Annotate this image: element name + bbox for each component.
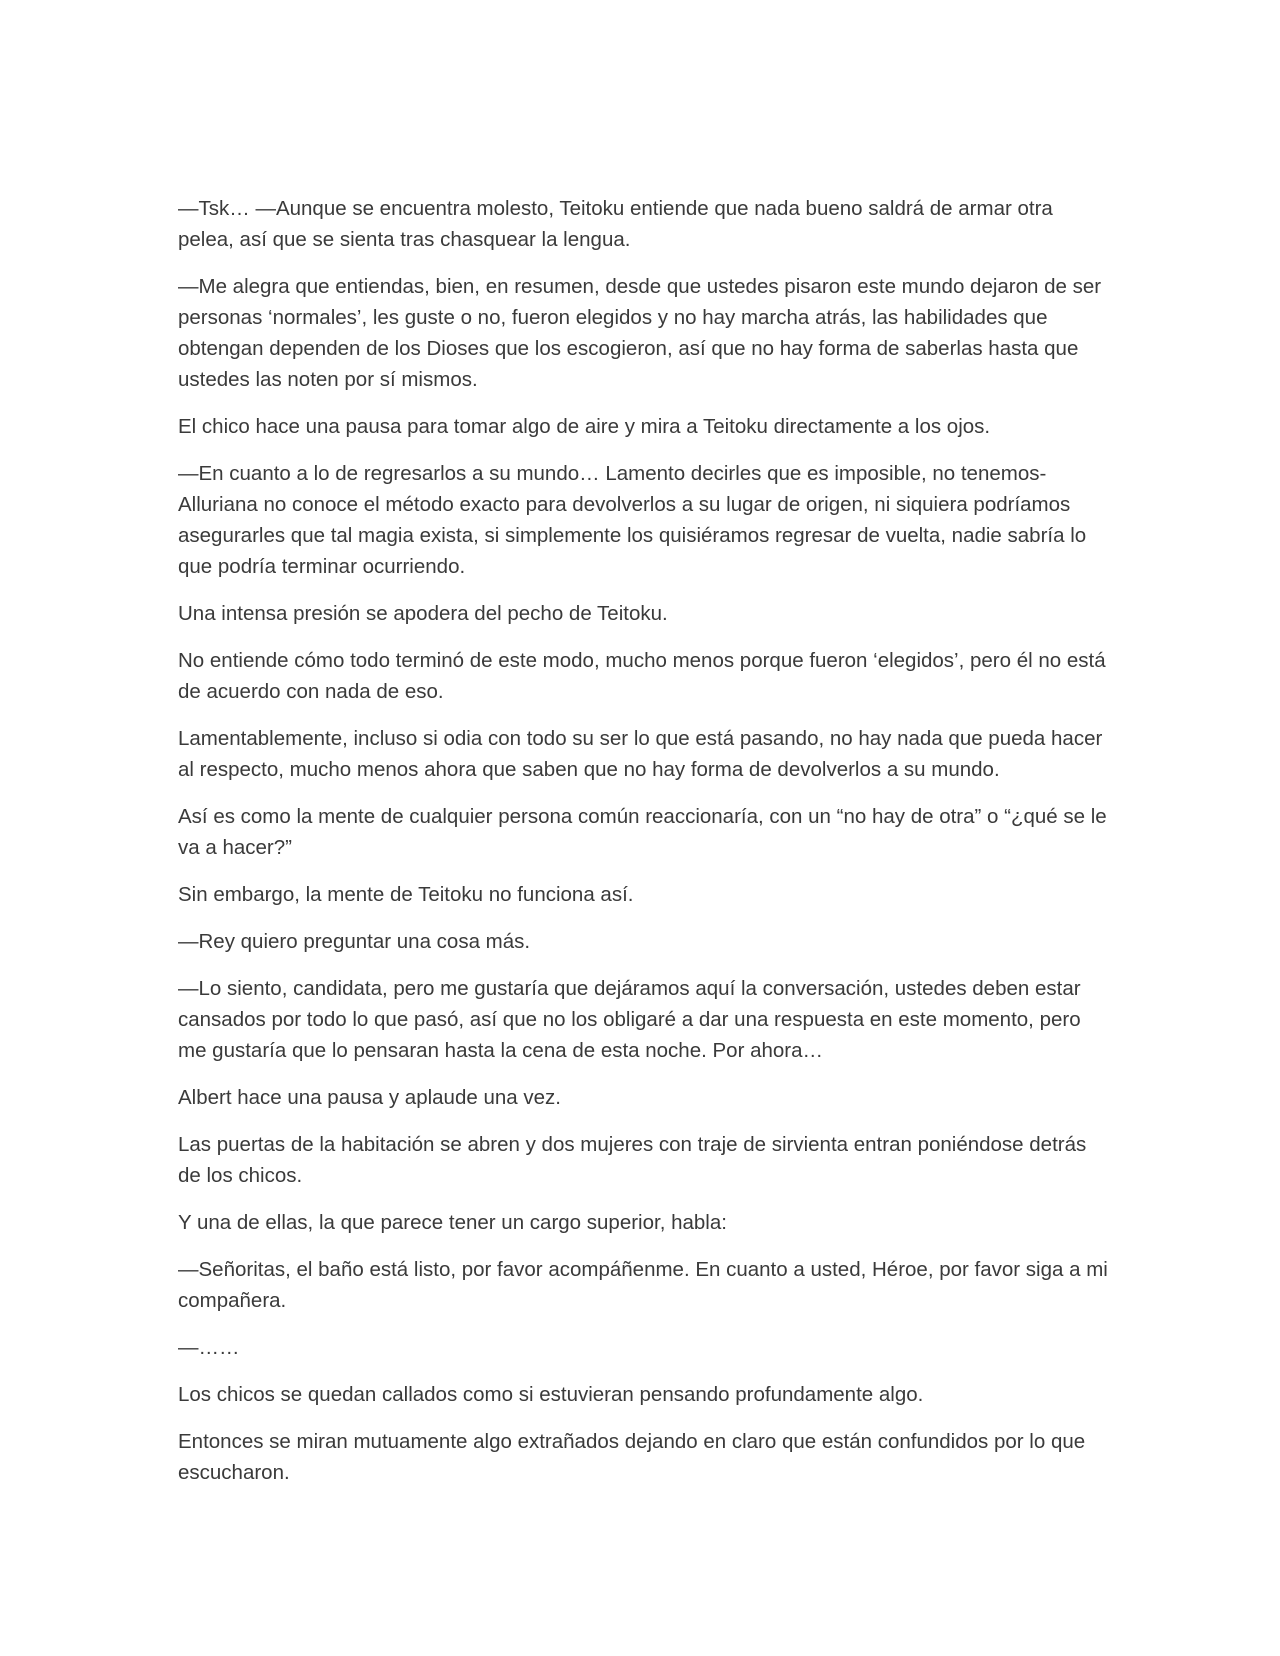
paragraph: —En cuanto a lo de regresarlos a su mundo… Lamento decirles que es imposible, no tenemos- Alluriana no conoce el método exacto para devolverlos a su lugar de origen, ni siquiera podríamos asegurarles que tal magia exista, si simplemente los quisiéramos regresar de vuelta, nadie sabría lo que podría terminar ocurriendo.	[178, 462, 1087, 578]
paragraph: Entonces se miran mutuamente algo extrañados dejando en claro que están confundidos por lo que escucharon.	[178, 1430, 1086, 1484]
document-page	[178, 193, 1108, 1504]
paragraph: —Señoritas, el baño está listo, por favor acompáñenme. En cuanto a usted, Héroe, por favor siga a mi compañera.	[178, 1258, 1108, 1312]
paragraph: Albert hace una pausa y aplaude una vez.	[178, 1086, 561, 1109]
paragraph: —Rey quiero preguntar una cosa más.	[178, 930, 531, 953]
paragraph: Los chicos se quedan callados como si estuvieran pensando profundamente algo.	[178, 1383, 924, 1406]
paragraph: —……	[178, 1336, 240, 1359]
paragraph: Las puertas de la habitación se abren y dos mujeres con traje de sirvienta entran poniéndose detrás de los chicos.	[178, 1133, 1087, 1187]
paragraph: Una intensa presión se apodera del pecho de Teitoku.	[178, 602, 668, 625]
paragraph: El chico hace una pausa para tomar algo de aire y mira a Teitoku directamente a los ojos.	[178, 415, 991, 438]
paragraph: —Me alegra que entiendas, bien, en resumen, desde que ustedes pisaron este mundo dejaron de ser personas ‘normales’, les guste o no, fueron elegidos y no hay marcha atrás, las habilidades que obtengan dependen de los Dioses que los escogieron, así que no hay forma de saberlas hasta que ustedes las noten por sí mismos.	[178, 275, 1102, 391]
paragraph: Lamentablemente, incluso si odia con todo su ser lo que está pasando, no hay nada que pueda hacer al respecto, mucho menos ahora que saben que no hay forma de devolverlos a su mundo.	[178, 727, 1103, 781]
paragraph: —Tsk… —Aunque se encuentra molesto, Teitoku entiende que nada bueno saldrá de armar otra pelea, así que se sienta tras chasquear la lengua.	[178, 197, 1053, 251]
paragraph: Así es como la mente de cualquier persona común reaccionaría, con un “no hay de otra” o “¿qué se le va a hacer?”	[178, 805, 1107, 859]
paragraph: —Lo siento, candidata, pero me gustaría que dejáramos aquí la conversación, ustedes deben estar cansados por todo lo que pasó, así que no los obligaré a dar una respuesta en este momento, pero me gustaría que lo pensaran hasta la cena de esta noche. Por ahora…	[178, 977, 1081, 1062]
paragraph: No entiende cómo todo terminó de este modo, mucho menos porque fueron ‘elegidos’, pero él no está de acuerdo con nada de eso.	[178, 649, 1106, 703]
paragraph: Sin embargo, la mente de Teitoku no funciona así.	[178, 883, 634, 906]
paragraph: Y una de ellas, la que parece tener un cargo superior, habla:	[178, 1211, 727, 1234]
